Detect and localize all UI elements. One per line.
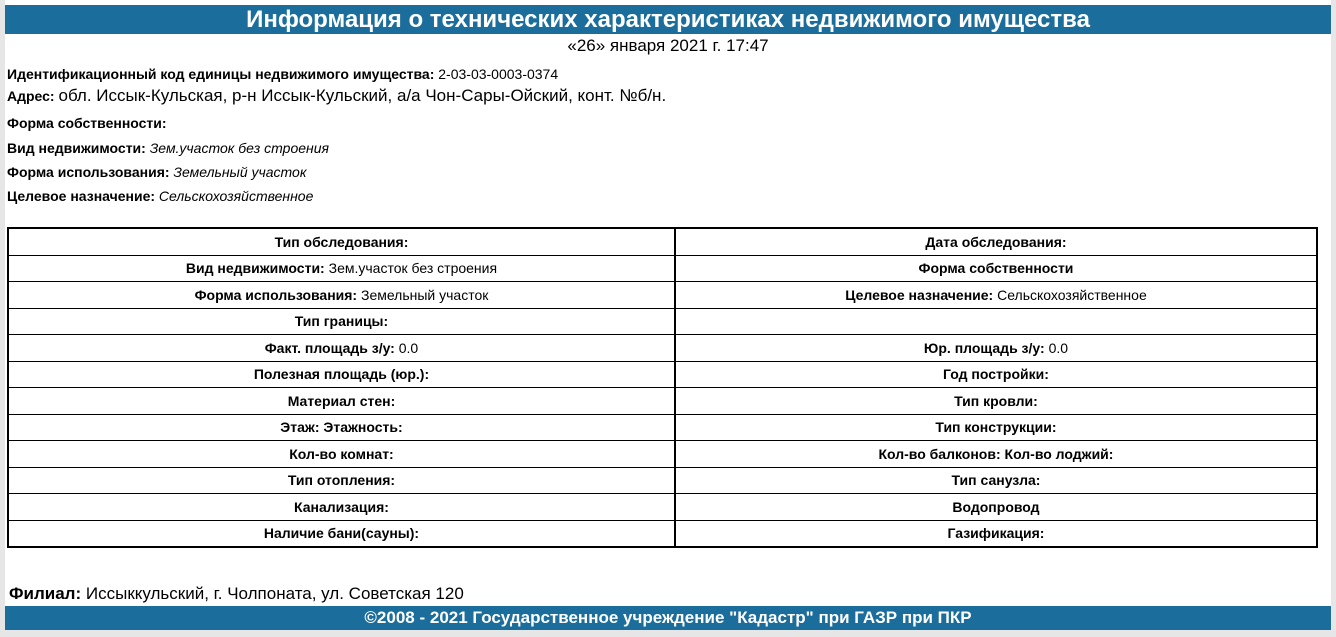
left-cell [8, 494, 675, 521]
branch-line [9, 583, 464, 605]
right-cell-label: Дата обследования: [925, 233, 1067, 250]
left-cell [8, 388, 675, 415]
table-row [8, 494, 1317, 521]
left-cell-label: Факт. площадь з/у: [264, 339, 395, 356]
right-cell-label: Форма собственности [918, 260, 1074, 277]
property-type-label: Вид недвижимости: [7, 140, 146, 156]
characteristics-table [7, 227, 1318, 548]
purpose-line [7, 186, 313, 206]
right-cell [675, 228, 1317, 255]
branch-value: Иссыккульский, г. Чолпоната, ул. Советская 120 [85, 584, 464, 603]
ownership-line [7, 113, 167, 133]
id-code-line [7, 64, 558, 84]
right-cell-value: 0.0 [1048, 339, 1069, 356]
left-cell-label: Наличие бани(сауны): [263, 525, 420, 542]
left-cell-label: Вид недвижимости: [185, 260, 325, 277]
left-cell-label: Этаж: Этажность: [280, 419, 403, 436]
left-border [0, 0, 5, 637]
left-cell-label: Материал стен: [287, 392, 396, 409]
table-row [8, 255, 1317, 282]
right-cell [675, 494, 1317, 521]
property-type-line [7, 138, 329, 158]
right-cell [675, 388, 1317, 415]
right-cell-label: Газификация: [947, 525, 1045, 542]
left-cell [8, 441, 675, 468]
purpose-value: Сельскохозяйственное [158, 188, 314, 204]
left-cell [8, 255, 675, 282]
left-cell [8, 467, 675, 494]
table-row [8, 414, 1317, 441]
ownership-label: Форма собственности: [7, 115, 167, 131]
left-cell [8, 228, 675, 255]
right-cell-label: Тип конструкции: [935, 419, 1057, 436]
report-date: «26» января 2021 г. 17:47 [567, 36, 769, 55]
table-row [8, 388, 1317, 415]
left-cell-label: Форма использования: [194, 286, 358, 303]
left-cell [8, 335, 675, 362]
right-cell [675, 467, 1317, 494]
table-row [8, 520, 1317, 547]
left-cell-label: Тип отопления: [287, 472, 396, 489]
left-cell-value: Зем.участок без строения [328, 260, 498, 277]
left-cell [8, 282, 675, 309]
id-code-label: Идентификационный код единицы недвижимого имущества: [7, 66, 435, 82]
table-row [8, 467, 1317, 494]
left-cell [8, 414, 675, 441]
right-cell-label: Водопровод [952, 498, 1040, 515]
left-cell [8, 361, 675, 388]
right-cell-label: Год постройки: [943, 366, 1049, 383]
table-row [8, 308, 1317, 335]
property-type-value: Зем.участок без строения [149, 140, 329, 156]
usage-value: Земельный участок [173, 164, 307, 180]
right-cell [675, 282, 1317, 309]
table-row [8, 228, 1317, 255]
address-label: Адрес: [7, 88, 55, 104]
id-code-value: 2-03-03-0003-0374 [438, 66, 559, 82]
table-row [8, 441, 1317, 468]
right-cell [675, 361, 1317, 388]
address-value: обл. Иссык-Кульская, р-н Иссык-Кульский, а/а Чон-Сары-Ойский, конт. №б/н. [58, 86, 667, 105]
left-cell [8, 308, 675, 335]
address-line [7, 86, 666, 106]
page-title: Информация о технических характеристиках недвижимого имущества [5, 5, 1331, 34]
right-cell [675, 520, 1317, 547]
left-cell-label: Канализация: [294, 498, 389, 515]
branch-label: Филиал: [9, 584, 82, 603]
right-cell [675, 335, 1317, 362]
left-cell [8, 520, 675, 547]
left-cell-label: Кол-во комнат: [289, 445, 394, 462]
right-cell [675, 414, 1317, 441]
right-cell-label: Кол-во балконов: Кол-во лоджий: [878, 445, 1114, 462]
left-cell-label: Тип обследования: [274, 233, 409, 250]
footer-copyright: ©2008 - 2021 Государственное учреждение "Кадастр" при ГАЗР при ПКР [5, 606, 1331, 630]
usage-line [7, 162, 306, 182]
left-cell-label: Полезная площадь (юр.): [253, 366, 430, 383]
left-cell-label: Тип границы: [294, 313, 389, 330]
right-border [1331, 0, 1336, 637]
right-cell-label: Тип кровли: [954, 392, 1038, 409]
usage-label: Форма использования: [7, 164, 170, 180]
right-cell [675, 308, 1317, 335]
table-row [8, 282, 1317, 309]
table-row [8, 335, 1317, 362]
left-cell-value: Земельный участок [360, 286, 489, 303]
right-cell-value: Сельскохозяйственное [997, 286, 1147, 303]
right-cell [675, 441, 1317, 468]
purpose-label: Целевое назначение: [7, 188, 156, 204]
right-cell-label: Тип санузла: [951, 472, 1041, 489]
right-cell-label: Юр. площадь з/у: [923, 339, 1045, 356]
right-cell-label: Целевое назначение: [845, 286, 994, 303]
bottom-border [0, 630, 1336, 637]
right-cell [675, 255, 1317, 282]
left-cell-value: 0.0 [398, 339, 419, 356]
table-row [8, 361, 1317, 388]
